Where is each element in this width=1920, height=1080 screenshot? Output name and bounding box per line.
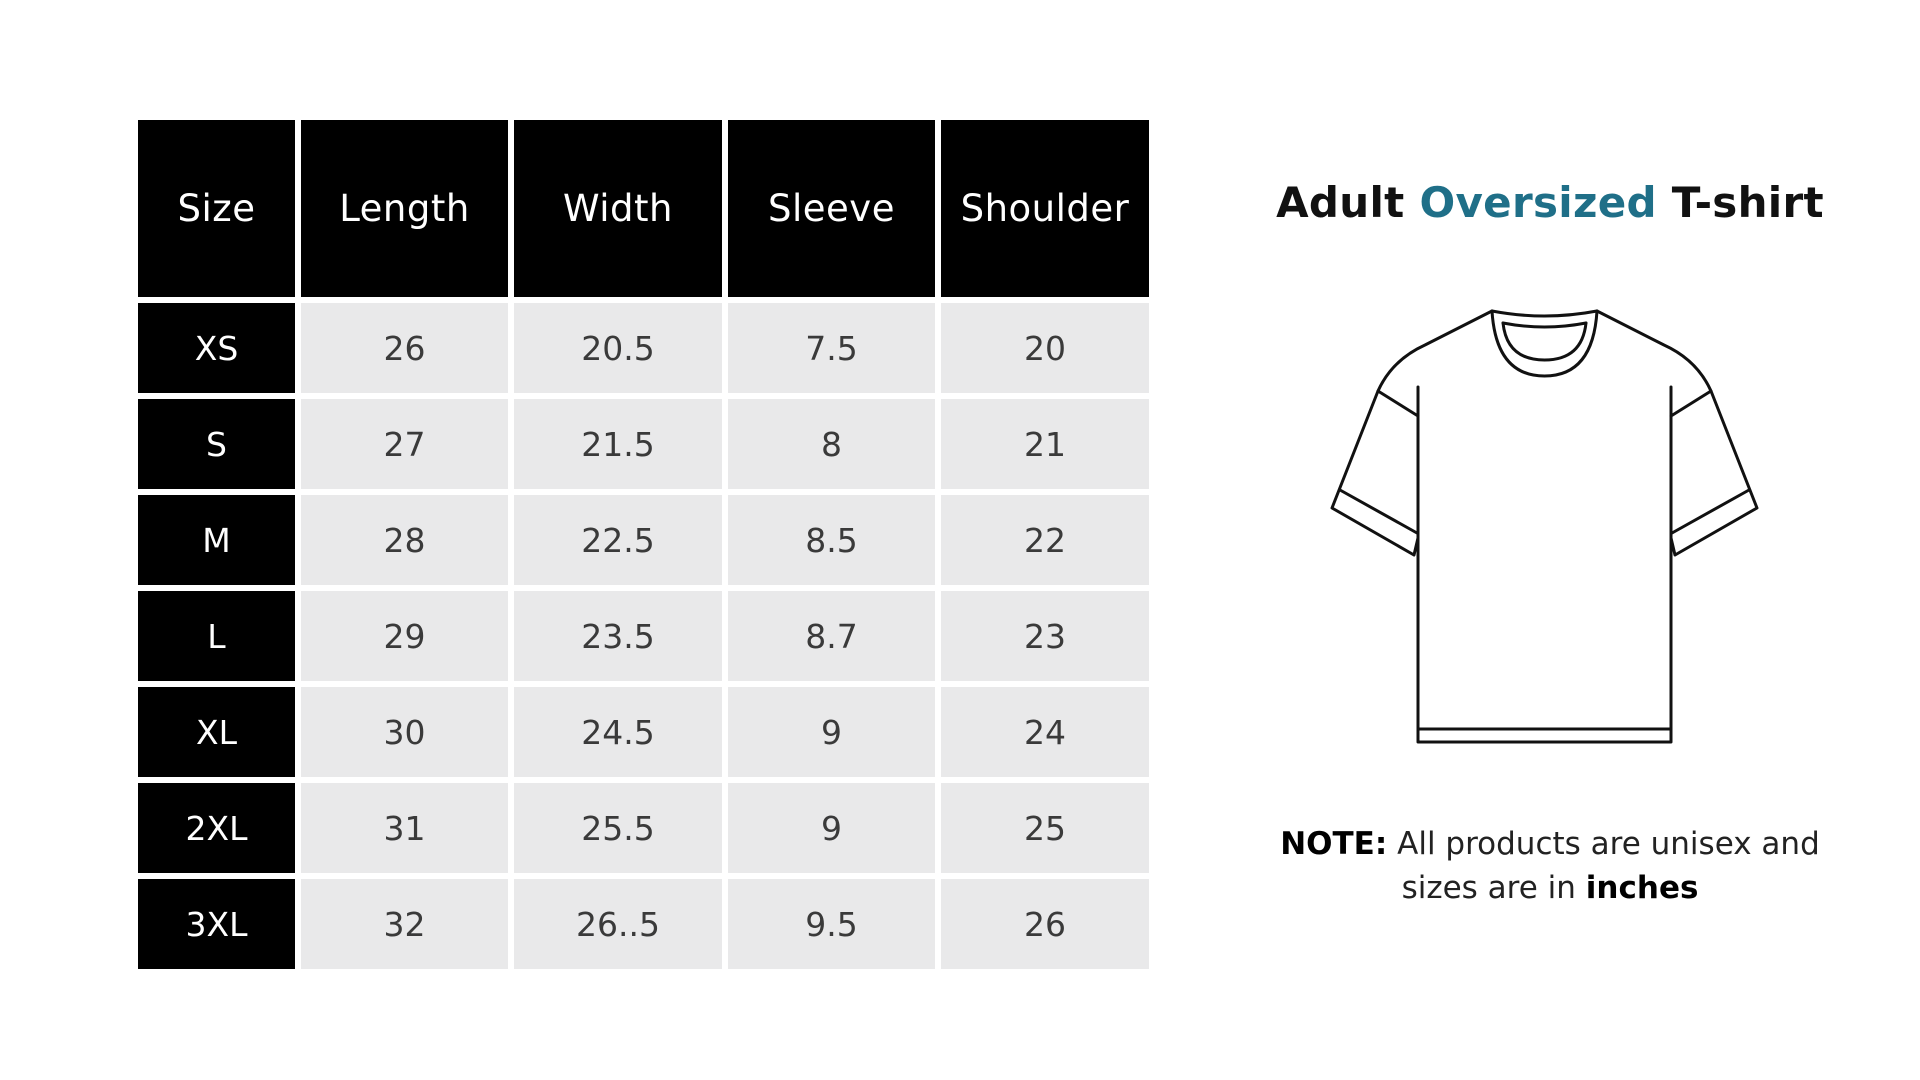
size-cell: 2XL bbox=[138, 783, 295, 873]
size-note bbox=[1230, 822, 1870, 910]
table-row bbox=[138, 879, 1149, 969]
shoulder-cell: 25 bbox=[941, 783, 1149, 873]
shoulder-cell: 22 bbox=[941, 495, 1149, 585]
title-accent: Oversized bbox=[1419, 178, 1657, 227]
table-row bbox=[138, 687, 1149, 777]
table-row bbox=[138, 591, 1149, 681]
sleeve-cell: 8.5 bbox=[728, 495, 935, 585]
length-cell: 28 bbox=[301, 495, 508, 585]
table-row bbox=[138, 399, 1149, 489]
table-row bbox=[138, 783, 1149, 873]
width-cell: 24.5 bbox=[514, 687, 722, 777]
tshirt-outline-icon bbox=[1330, 305, 1760, 750]
size-cell: M bbox=[138, 495, 295, 585]
length-cell: 32 bbox=[301, 879, 508, 969]
product-title bbox=[1230, 178, 1870, 227]
length-cell: 26 bbox=[301, 303, 508, 393]
size-cell: XS bbox=[138, 303, 295, 393]
width-cell: 26..5 bbox=[514, 879, 722, 969]
sleeve-cell: 9 bbox=[728, 783, 935, 873]
sleeve-cell: 8.7 bbox=[728, 591, 935, 681]
width-cell: 23.5 bbox=[514, 591, 722, 681]
header-shoulder: Shoulder bbox=[941, 120, 1149, 297]
width-cell: 21.5 bbox=[514, 399, 722, 489]
width-cell: 25.5 bbox=[514, 783, 722, 873]
note-emphasis: inches bbox=[1585, 870, 1699, 906]
shoulder-cell: 21 bbox=[941, 399, 1149, 489]
note-text-2: sizes are in bbox=[1401, 870, 1576, 906]
shoulder-cell: 24 bbox=[941, 687, 1149, 777]
header-size: Size bbox=[138, 120, 295, 297]
size-cell: XL bbox=[138, 687, 295, 777]
title-prefix: Adult bbox=[1276, 178, 1405, 227]
sleeve-cell: 7.5 bbox=[728, 303, 935, 393]
header-length: Length bbox=[301, 120, 508, 297]
table-row bbox=[138, 303, 1149, 393]
size-cell: S bbox=[138, 399, 295, 489]
note-text-1: All products are unisex and bbox=[1397, 826, 1820, 862]
header-sleeve: Sleeve bbox=[728, 120, 935, 297]
width-cell: 22.5 bbox=[514, 495, 722, 585]
width-cell: 20.5 bbox=[514, 303, 722, 393]
sleeve-cell: 9.5 bbox=[728, 879, 935, 969]
header-width: Width bbox=[514, 120, 722, 297]
length-cell: 30 bbox=[301, 687, 508, 777]
note-line-2 bbox=[1230, 866, 1870, 910]
size-table bbox=[132, 114, 1155, 975]
shoulder-cell: 23 bbox=[941, 591, 1149, 681]
note-label: NOTE: bbox=[1280, 826, 1388, 862]
shoulder-cell: 20 bbox=[941, 303, 1149, 393]
sleeve-cell: 9 bbox=[728, 687, 935, 777]
size-cell: L bbox=[138, 591, 295, 681]
size-cell: 3XL bbox=[138, 879, 295, 969]
length-cell: 27 bbox=[301, 399, 508, 489]
length-cell: 31 bbox=[301, 783, 508, 873]
title-suffix: T-shirt bbox=[1671, 178, 1824, 227]
sleeve-cell: 8 bbox=[728, 399, 935, 489]
note-line-1 bbox=[1230, 822, 1870, 866]
table-row bbox=[138, 495, 1149, 585]
length-cell: 29 bbox=[301, 591, 508, 681]
shoulder-cell: 26 bbox=[941, 879, 1149, 969]
table-header-row bbox=[138, 120, 1149, 297]
